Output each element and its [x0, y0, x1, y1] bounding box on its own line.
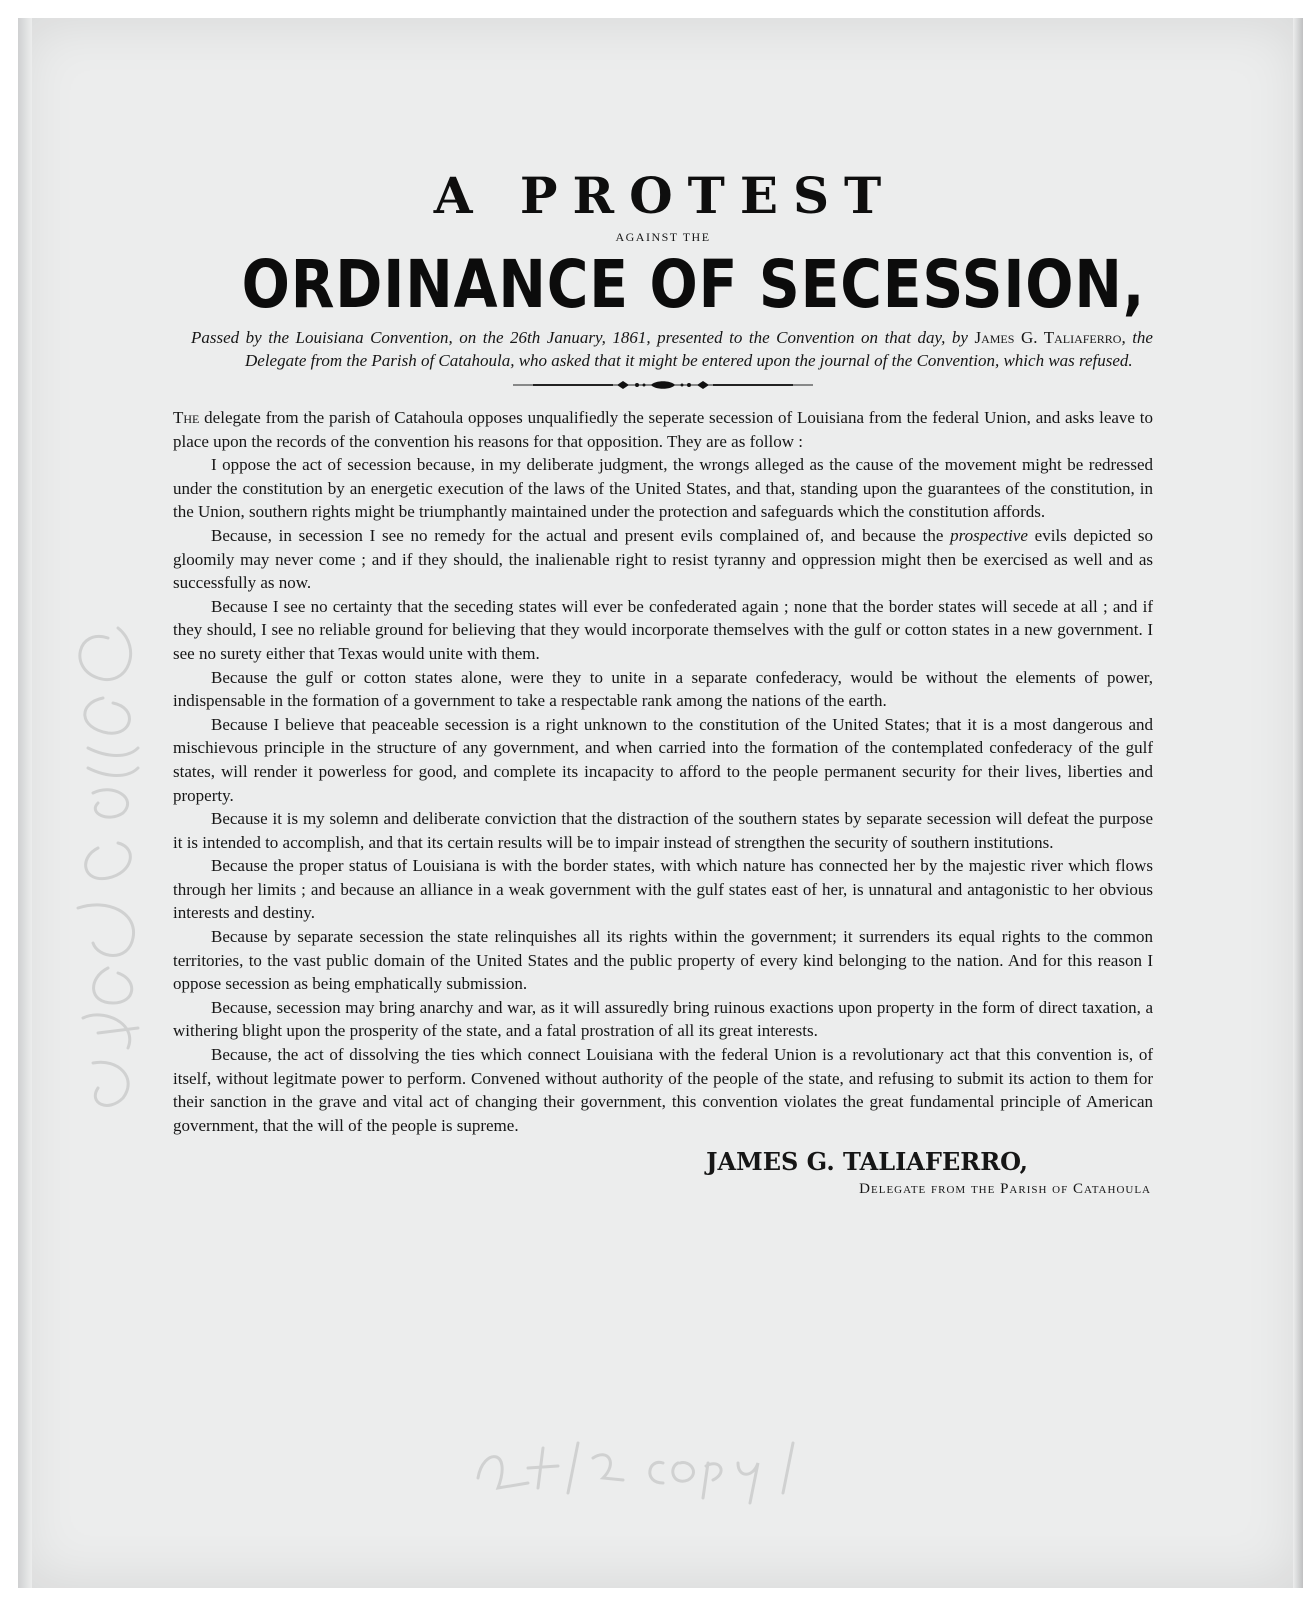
subtitle-part1: Passed by the Louisiana Convention, on the 26th January, 1861, presented to the Convention on that day, by: [191, 328, 975, 347]
subtitle-name: James G. Taliaferro: [974, 328, 1122, 347]
paragraph-8: Because the proper status of Louisiana is with the border states, with which nature has connected her by the majestic river which flows through her limits ; and because an alliance in a weak government with the gulf states east of her, is unnatural and antagonistic to her obvious interests and destiny.: [173, 856, 1153, 923]
title-protest: A PROTEST: [433, 166, 897, 225]
p3-a: Because, in secession I see no remedy for the actual and present evils complained of, and because the: [211, 525, 951, 545]
bottom-pencil-note: [458, 1418, 818, 1508]
paragraph-4: Because I see no certainty that the seceding states will ever be confederated again ; none that the border states will secede at all ; and if they should, I see no reliable ground for believing that they would incorporate themselves with the gulf or cotton states in a new government. I see no surety either that Texas would unite with them.: [173, 596, 1153, 663]
body-text: [173, 406, 1153, 1137]
paragraph-7: Because it is my solemn and deliberate conviction that the distraction of the southern states by separate secession will defeat the purpose it is intended to accomplish, and that its certain results will be to impair instead of strengthen the security of southern institutions.: [173, 809, 1153, 852]
p3-italic: prospective: [950, 525, 1028, 545]
signature-name: JAMES G. TALIAFERRO,: [706, 1147, 1028, 1177]
intro-rest: delegate from the parish of Catahoula opposes unqualifiedly the seperate secession of Louisiana from the federal Union, and asks leave to place upon the records of the convention his reasons for that opposition. They are as follow :: [173, 408, 1153, 451]
paragraph-5: Because the gulf or cotton states alone, were they to unite in a separate confederacy, would be without the elements of power, indispensable in the formation of a government to take a respectable rank among the nations of the earth.: [173, 667, 1153, 711]
margin-handwritten-signature: [48, 608, 168, 1128]
title-ordinance: ORDINANCE OF SECESSION,: [241, 246, 1146, 323]
title-against: AGAINST THE: [615, 230, 711, 244]
paragraph-9: Because by separate secession the state relinquishes all its rights within the government; it surrenders its equal rights to the common territories, to the vast public domain of the United States and the public property of every kind belonging to the nation. And for this reason I oppose secession as being emphatically submission.: [173, 927, 1153, 994]
document-page: [18, 18, 1303, 1588]
subtitle-part2: , the Delegate from the Parish of Catahoula, who asked that it might be entered upon the journal of the Convention, which was refused.: [245, 328, 1153, 370]
ornament-divider: [513, 378, 813, 392]
paragraph-6: Because I believe that peaceable secession is a right unknown to the constitution of the United States; that it is a most dangerous and mischievous principle in the structure of any government, and when carried into the formation of the contemplated confederacy of the gulf states, will render it powerless for good, and complete its incapacity to afford to the people permanent security for their lives, liberties and property.: [173, 714, 1153, 805]
intro-lead: The: [173, 408, 200, 427]
paragraph-2: I oppose the act of secession because, in my deliberate judgment, the wrongs alleged as the cause of the movement might be redressed under the constitution by an energetic execution of the laws of the United States, and that, standing upon the guarantees of the constitution, in the Union, southern rights might be triumphantly maintained under the protection and safeguards which the constitution affords.: [173, 455, 1153, 522]
p3-b: evils depicted so gloomily may never come ; and if they should, the inalienable right to resist tyranny and oppression might then be exercised as well and as successfully as now.: [173, 525, 1154, 593]
subtitle: [191, 326, 1153, 372]
paragraph-11: Because, the act of dissolving the ties which connect Louisiana with the federal Union is a revolutionary act that this convention is, of itself, without legitmate power to perform. Convened without authority of the people of the state, and refusing to submit its action to them for their sanction in the grave and vital act of changing their government, this convention violates the great fundamental principle of American government, that the will of the people is supreme.: [173, 1045, 1153, 1135]
paragraph-intro: [173, 406, 1153, 453]
paragraph-10: Because, secession may bring anarchy and war, as it will assuredly bring ruinous exactions upon property in the form of direct taxation, a withering blight upon the prosperity of the state, and a fatal prostration of all its great interests.: [173, 997, 1153, 1041]
signature-title: Delegate from the Parish of Catahoula: [859, 1181, 1151, 1198]
protest-document: [173, 168, 1153, 1198]
paragraph-3: [173, 524, 1153, 595]
